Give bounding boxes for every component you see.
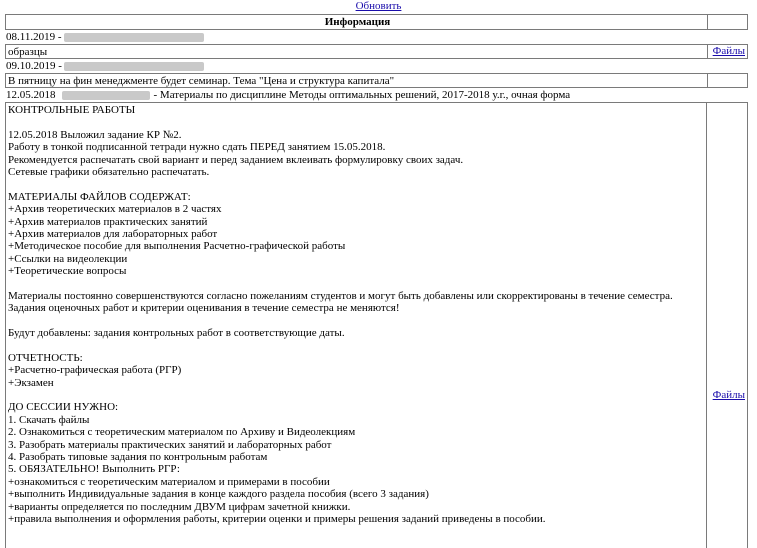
entry-date-line [6,60,204,73]
entry-date-line [6,31,204,44]
header-title: Информация [324,16,391,28]
content-line: +Теоретические вопросы [8,265,127,278]
content-line: 4. Разобрать типовые задания по контрольным работам [8,450,268,463]
content-line: Будут добавлены: задания контрольных работ в соответствующие даты. [8,327,345,340]
entry-side-cell [707,73,747,88]
content-line: +варианты определяется по последним ДВУМ цифрам зачетной книжки. [8,500,351,513]
content-line: 3. Разобрать материалы практических занятий и лабораторных работ [8,438,332,451]
redacted-author [64,62,204,71]
content-line: Работу в тонкой подписанной тетради нужно сдать ПЕРЕД занятием 15.05.2018. [8,141,386,154]
blank-line [8,315,706,327]
entry-title: - Материалы по дисциплине Методы оптимальных решений, 2017-2018 у.г., очная форма [153,89,571,101]
content-line: +правила выполнения и оформления работы, критерии оценки и примеры решения заданий приведены в пособии. [8,512,546,525]
content-line: 12.05.2018 Выложил задание КР №2. [8,128,182,141]
content-side-cell [706,102,747,548]
redacted-author [62,91,150,100]
content-line: +Архив теоретических материалов в 2 частях [8,203,222,216]
blank-line [8,339,706,351]
content-line: Сетевые графики обязательно распечатать. [8,165,210,178]
content-line: +Архив материалов для лабораторных работ [8,227,218,240]
entry-side-cell [707,44,747,59]
entry-date: 09.10.2019 - [6,60,62,72]
content-line: Материалы постоянно совершенствуются согласно пожеланиям студентов и могут быть добавлены или скорректированы в течение семестра. [8,289,673,302]
blank-line [8,277,706,289]
content-line: +выполнить Индивидуальные задания в конце каждого раздела пособия (всего 3 задания) [8,488,429,501]
content-line: +ознакомиться с теоретическим материалом и примерами в пособии [8,475,330,488]
blank-line [8,116,706,128]
header-side-cell [707,14,747,30]
files-link[interactable]: Файлы [712,389,745,401]
content-line: +Расчетно-графическая работа (РГР) [8,364,182,377]
content-line: +Ссылки на видеолекции [8,252,128,265]
content-line: МАТЕРИАЛЫ ФАЙЛОВ СОДЕРЖАТ: [8,190,191,203]
content-line: 1. Скачать файлы [8,413,90,426]
entry-row [5,73,748,88]
entry-row [5,44,748,59]
content-line: +Архив материалов практических занятий [8,215,208,228]
info-table-header [5,14,748,30]
entry-date: 12.05.2018 [6,89,56,101]
blank-line [8,389,706,401]
content-text [8,104,706,525]
files-link[interactable]: Файлы [712,45,745,57]
content-line: ДО СЕССИИ НУЖНО: [8,401,119,414]
content-line: Задания оценочных работ и критерии оценивания в течение семестра не меняются! [8,302,400,315]
content-line: ОТЧЕТНОСТЬ: [8,351,83,364]
entry-text: образцы [8,46,48,58]
entry-date: 08.11.2019 - [6,31,62,43]
blank-line [8,178,706,190]
redacted-author [64,33,204,42]
content-line: 5. ОБЯЗАТЕЛЬНО! Выполнить РГР: [8,463,180,476]
content-line: КОНТРОЛЬНЫЕ РАБОТЫ [8,104,136,116]
content-line: +Экзамен [8,376,54,389]
content-line: +Методическое пособие для выполнения Расчетно-графической работы [8,240,346,253]
entry-date-line [6,89,570,102]
refresh-link[interactable]: Обновить [355,0,402,12]
material-content [5,102,748,548]
content-line: Рекомендуется распечатать свой вариант и перед заданием вклеивать формулировку своих задач. [8,153,464,166]
content-line: 2. Ознакомиться с теоретическим материалом по Архиву и Видеолекциям [8,426,356,439]
entry-text: В пятницу на фин менеджменте будет семинар. Тема "Цена и структура капитала" [8,75,395,87]
